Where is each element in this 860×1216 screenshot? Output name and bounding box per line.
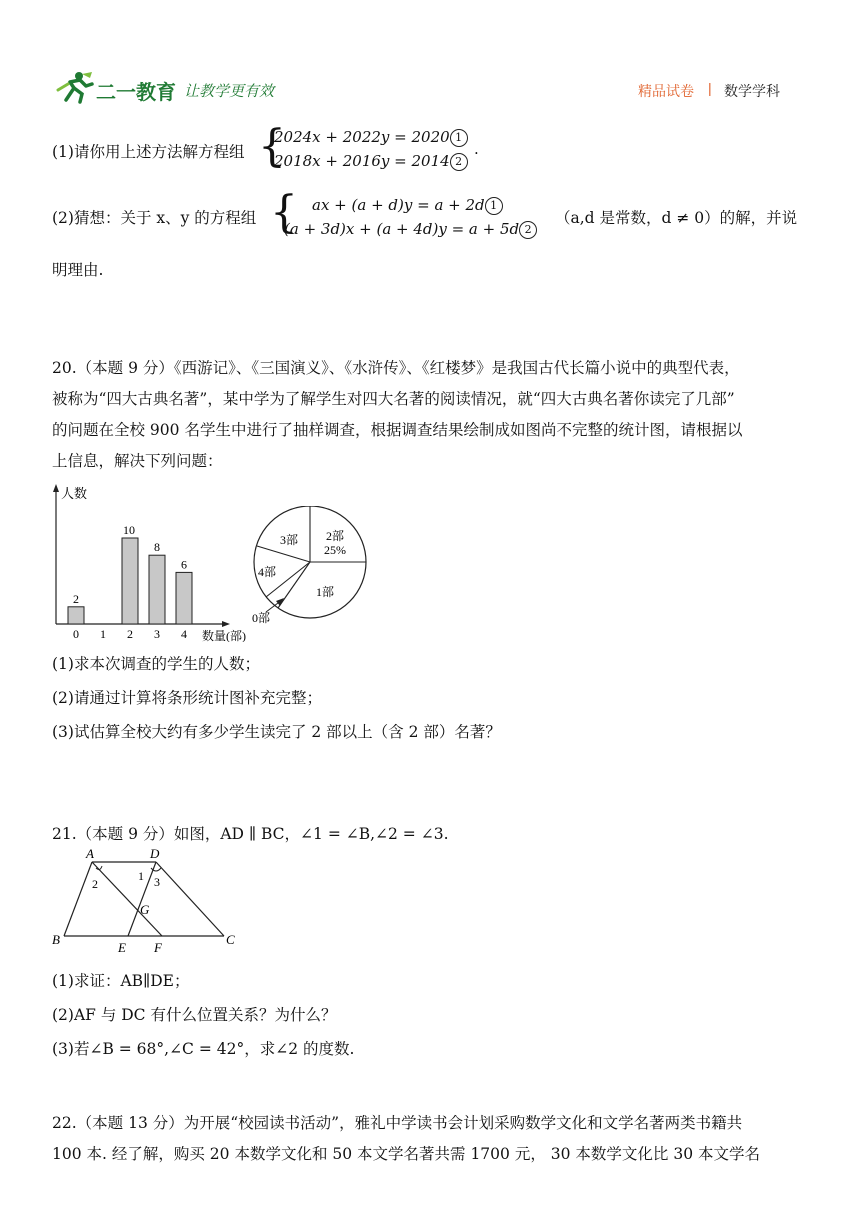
bar-chart xyxy=(48,482,258,642)
bar xyxy=(176,572,192,624)
x-axis-arrow xyxy=(222,621,230,627)
q19-part2-eq2 xyxy=(284,220,537,239)
q19-part1 xyxy=(52,121,812,176)
q20-question-1: (1)求本次调查的学生的人数； xyxy=(52,655,260,673)
q19-part1-eq2 xyxy=(274,152,468,171)
bar-data-label: 2 xyxy=(73,591,79,606)
paper-type-tag: 精品试卷 xyxy=(638,83,694,99)
equation-text: 2024x + 2022y = 2020 xyxy=(274,128,450,146)
bar xyxy=(149,555,165,624)
angle-1-label: 1 xyxy=(138,869,144,883)
angle-2-label: 2 xyxy=(92,877,98,891)
y-axis-arrow xyxy=(53,484,59,492)
q22-line-2: 100 本. 经了解，购买 20 本数学文化和 50 本文学名著共需 1700 元， 30 本数学文化比 30 本文学名 xyxy=(52,1145,760,1163)
circled-number: 2 xyxy=(450,153,468,171)
equation-text: (a + 3d)x + (a + 4d)y = a + 5d xyxy=(284,220,520,238)
point-e-label: E xyxy=(118,940,126,954)
q19-part2-suffix: （a,d 是常数，d ≠ 0）的解，并说 xyxy=(555,209,798,227)
bar xyxy=(68,607,84,624)
q20-line-3: 的问题在全校 900 名学生中进行了抽样调查，根据调查结果绘制成如图尚不完整的统计图，请根据以 xyxy=(52,421,743,439)
q21-question-3: (3)若∠B = 68°,∠C = 42°，求∠2 的度数. xyxy=(52,1040,355,1058)
x-tick-label: 3 xyxy=(154,627,160,641)
q19-part2-eq1 xyxy=(312,196,503,215)
x-tick-label: 1 xyxy=(100,627,106,641)
q19-part2 xyxy=(52,187,812,250)
x-tick-label: 2 xyxy=(127,627,133,641)
brand-slogan: 让教学更有效 xyxy=(184,83,275,100)
q19-part1-prefix: (1)请你用上述方法解方程组 xyxy=(52,143,245,161)
q21-title: 21.（本题 9 分）如图，AD ∥ BC，∠1 = ∠B,∠2 = ∠3. xyxy=(52,825,449,843)
q20-line-1: 20.（本题 9 分）《西游记》、《三国演义》、《水浒传》、《红楼梦》是我国古代长篇小说中的典型代表， xyxy=(52,359,740,377)
q20-question-2: (2)请通过计算将条形统计图补充完整； xyxy=(52,689,322,707)
equation-text: ax + (a + d)y = a + 2d xyxy=(312,196,485,214)
q19-part1-eq1 xyxy=(274,128,468,147)
pie-label-2bu: 2部 xyxy=(326,529,345,543)
pie-label-4bu: 4部 xyxy=(258,565,277,579)
header-separator: | xyxy=(708,80,712,96)
q19-part2-prefix: (2)猜想：关于 x、y 的方程组 xyxy=(52,209,257,227)
q20-question-3: (3)试估算全校大约有多少学生读完了 2 部以上（含 2 部）名著？ xyxy=(52,723,501,741)
subject-tag: 数学学科 xyxy=(724,83,780,99)
point-d-label: D xyxy=(150,846,160,861)
equation-text: 2018x + 2016y = 2014 xyxy=(274,152,450,170)
circled-number: 1 xyxy=(450,129,468,147)
pie-label-0bu: 0部 xyxy=(252,611,271,625)
x-axis-label: 数量(部) xyxy=(202,629,246,642)
x-tick-label: 4 xyxy=(181,627,187,641)
pie-label-2bu-pct: 25% xyxy=(324,543,346,557)
pie-label-3bu: 3部 xyxy=(280,533,299,547)
point-c-label: C xyxy=(226,932,235,947)
circled-number: 2 xyxy=(519,221,537,239)
point-f-label: F xyxy=(154,940,162,954)
point-b-label: B xyxy=(52,932,60,947)
bar-data-label: 8 xyxy=(154,540,160,555)
runner-logo-icon xyxy=(52,70,96,104)
point-g-label: G xyxy=(140,902,150,917)
q19-part1-suffix: . xyxy=(474,140,479,158)
brace-icon: { xyxy=(270,187,298,238)
bars-group xyxy=(68,523,192,641)
q20-line-4: 上信息，解决下列问题： xyxy=(52,452,223,470)
pie-label-1bu: 1部 xyxy=(316,585,335,599)
y-axis-label: 人数 xyxy=(61,486,88,501)
brand-name: 二一教育 xyxy=(96,82,176,104)
q22-line-1: 22.（本题 13 分）为开展“校园读书活动”，雅礼中学读书会计划采购数学文化和文学名著两类书籍共 xyxy=(52,1114,743,1132)
point-a-label: A xyxy=(86,846,94,861)
q20-line-2: 被称为“四大古典名著”，某中学为了解学生对四大名著的阅读情况，就“四大古典名著你读完了几部” xyxy=(52,390,735,408)
q21-question-2: (2)AF 与 DC 有什么位置关系？为什么？ xyxy=(52,1006,337,1024)
page-header xyxy=(52,70,812,106)
q19-part2-tail: 明理由. xyxy=(52,261,104,279)
angle-3-label: 3 xyxy=(154,875,160,889)
circled-number: 1 xyxy=(485,197,503,215)
bar-data-label: 10 xyxy=(123,523,135,537)
pie-chart xyxy=(246,506,376,630)
q21-question-1: (1)求证：AB∥DE； xyxy=(52,972,190,990)
bar xyxy=(122,538,138,624)
x-tick-label: 0 xyxy=(73,627,79,641)
q21-geometry-figure xyxy=(48,844,248,954)
bar-data-label: 6 xyxy=(181,557,187,572)
brace-icon: { xyxy=(258,121,286,172)
